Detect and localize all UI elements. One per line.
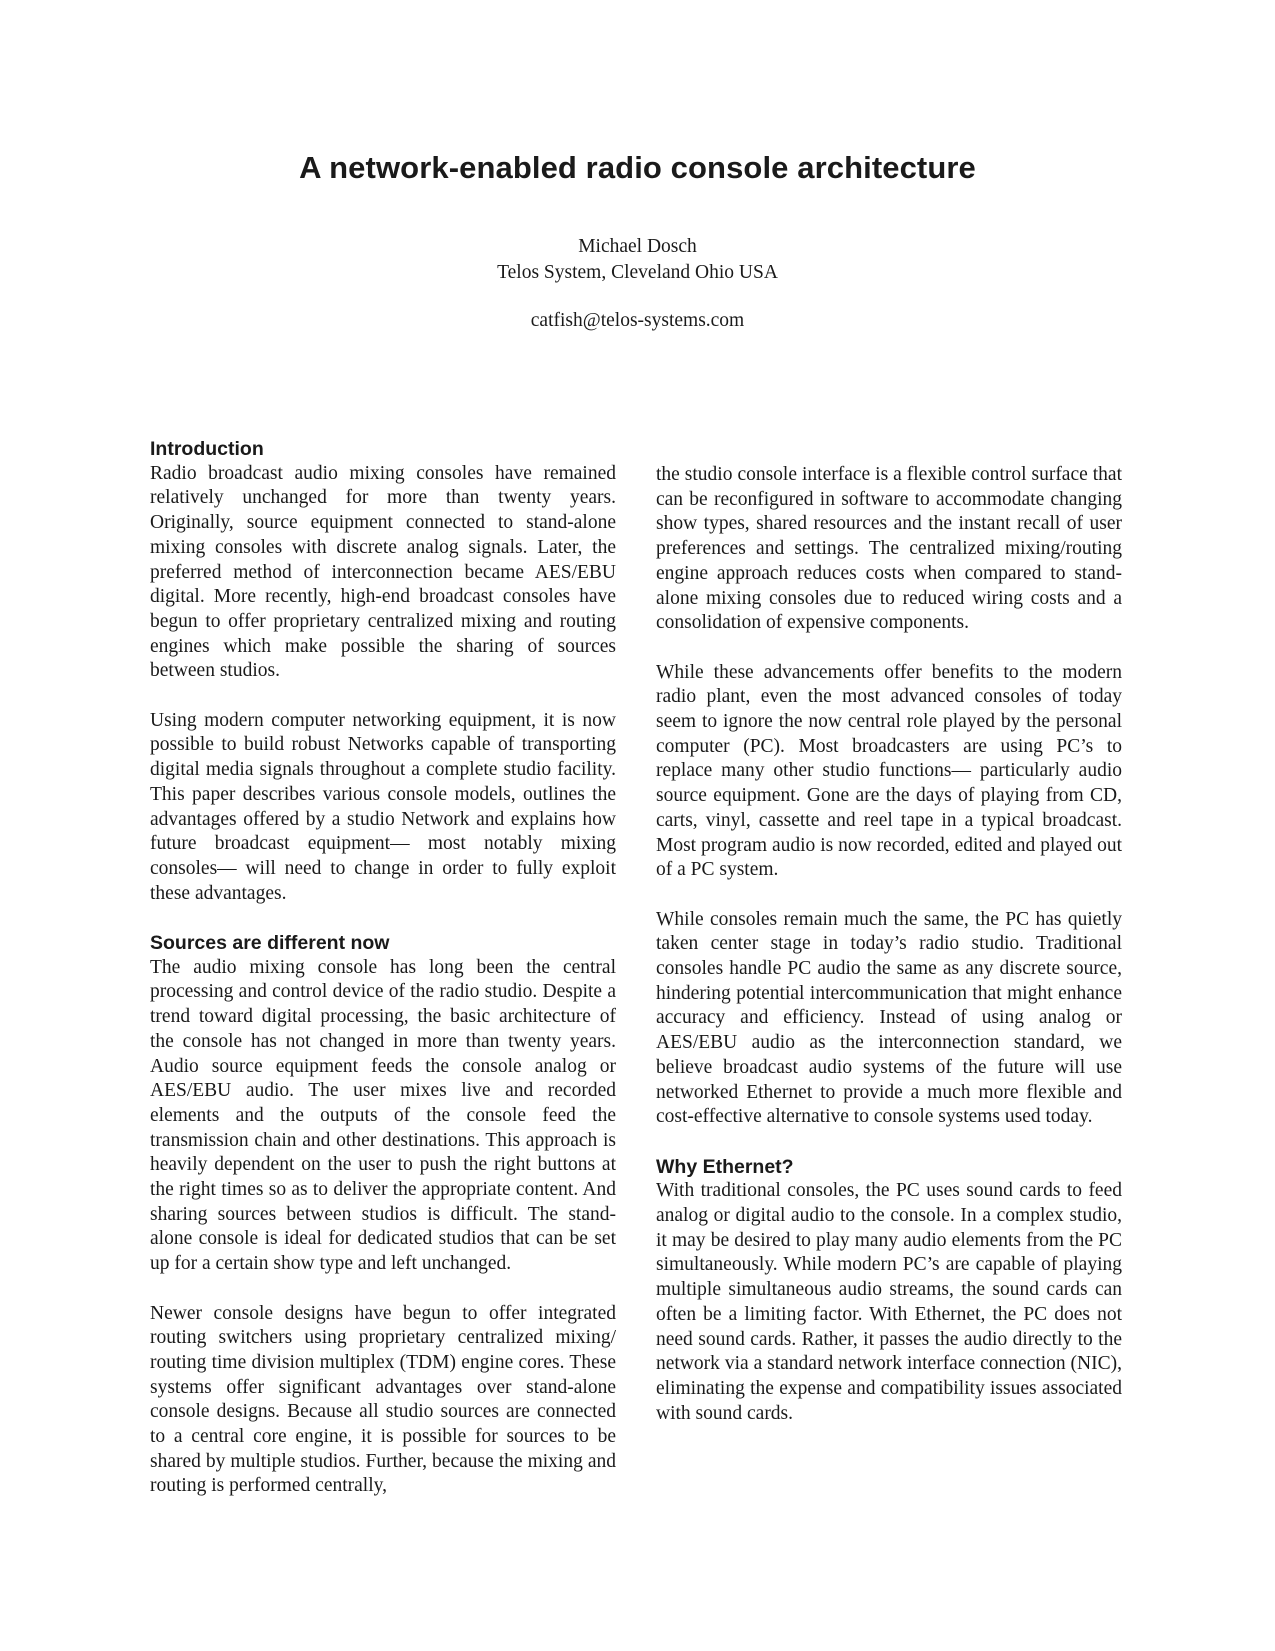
sources-paragraph-1: The audio mixing console has long been the central processing and control device of the radio studio. Despite a trend toward digital processing, the basic architecture of the console has not changed in more than twenty years. Audio source equipment feeds the console analog or AES/EBU audio. The user mixes live and recorded elements and the outputs of the console feed the transmission chain and other destinations. This approach is heavily dependent on the user to push the right buttons at the right times so as to deliver the appropriate content. And sharing sources between studios is difficult. The stand-alone console is ideal for dedicated studios that can be set up for a certain show type and left unchanged.	[150, 956, 616, 1275]
why-ethernet-paragraph: With traditional consoles, the PC uses sound cards to feed analog or digital audio to the console. In a complex studio, it may be desired to play many audio elements from the PC simultaneously. While modern PC’s are capable of playing multiple simultaneous audio streams, the sound cards can often be a limiting factor. With Ethernet, the PC does not need sound cards. Rather, it passes the audio directly to the network via a standard network interface connection (NIC), eliminating the expense and compatibility issues associated with sound cards.	[656, 1180, 1122, 1424]
author-name: Michael Dosch	[578, 236, 697, 257]
section-heading-why-ethernet: Why Ethernet?	[656, 1155, 794, 1178]
section-heading-sources: Sources are different now	[150, 932, 390, 955]
right-paragraph-2: While these advancements offer benefits to the modern radio plant, even the most advanced consoles of today seem to ignore the now central role played by the personal computer (PC). Most broadcasters are using PC’s to replace many other studio functions— particularly audio source equipment. Gone are the days of playing from CD, carts, vinyl, cassette and reel tape in a typical broadcast. Most program audio is now recorded, edited and played out of a PC system.	[656, 661, 1122, 881]
right-paragraph-3: While consoles remain much the same, the PC has quietly taken center stage in today’s radio studio. Traditional consoles handle PC audio the same as any discrete source, hindering potential intercommunication that might enhance accuracy and efficiency. Instead of using analog or AES/EBU audio as the interconnection standard, we believe broadcast audio systems of the future will use networked Ethernet to provide a much more flexible and cost-effective alternative to console systems used today.	[656, 908, 1122, 1128]
right-paragraph-1: the studio console interface is a flexible control surface that can be reconfigured in software to accommodate changing show types, shared resources and the instant recall of user preferences and settings. The centralized mixing/routing engine approach reduces costs when compared to stand-alone mixing consoles due to reduced wiring costs and a consolidation of expensive components.	[656, 464, 1122, 634]
author-affiliation: Telos System, Cleveland Ohio USA	[497, 262, 778, 283]
introduction-paragraph-1: Radio broadcast audio mixing consoles have remained relatively unchanged for more than twenty years. Originally, source equipment connected to stand-alone mixing consoles with discrete analog signals. Later, the preferred method of interconnection became AES/EBU digital. More recently, high-end broadcast consoles have begun to offer proprietary centralized mixing and routing engines which make possible the sharing of sources between studios.	[150, 462, 616, 682]
author-block	[0, 234, 1275, 334]
author-email: catfish@telos-systems.com	[530, 310, 745, 331]
section-heading-introduction: Introduction	[150, 438, 264, 460]
left-column	[150, 437, 616, 1499]
right-column	[656, 463, 1122, 1426]
introduction-paragraph-2: Using modern computer networking equipment, it is now possible to build robust Networks capable of transporting digital media signals throughout a complete studio facility. This paper describes various console models, outlines the advantages offered by a studio Network and explains how future broadcast equipment— most notably mixing consoles— will need to change in order to fully exploit these advantages.	[150, 709, 616, 904]
sources-paragraph-2: Newer console designs have begun to offer integrated routing switchers using proprietary centralized mixing/ routing time division multiplex (TDM) engine cores. These systems offer significant advantages over stand-alone console designs. Because all studio sources are connected to a central core engine, it is possible for sources to be shared by multiple studios. Further, because the mixing and routing is performed centrally,	[150, 1302, 616, 1497]
paper-title: A network-enabled radio console architecture	[299, 150, 976, 185]
